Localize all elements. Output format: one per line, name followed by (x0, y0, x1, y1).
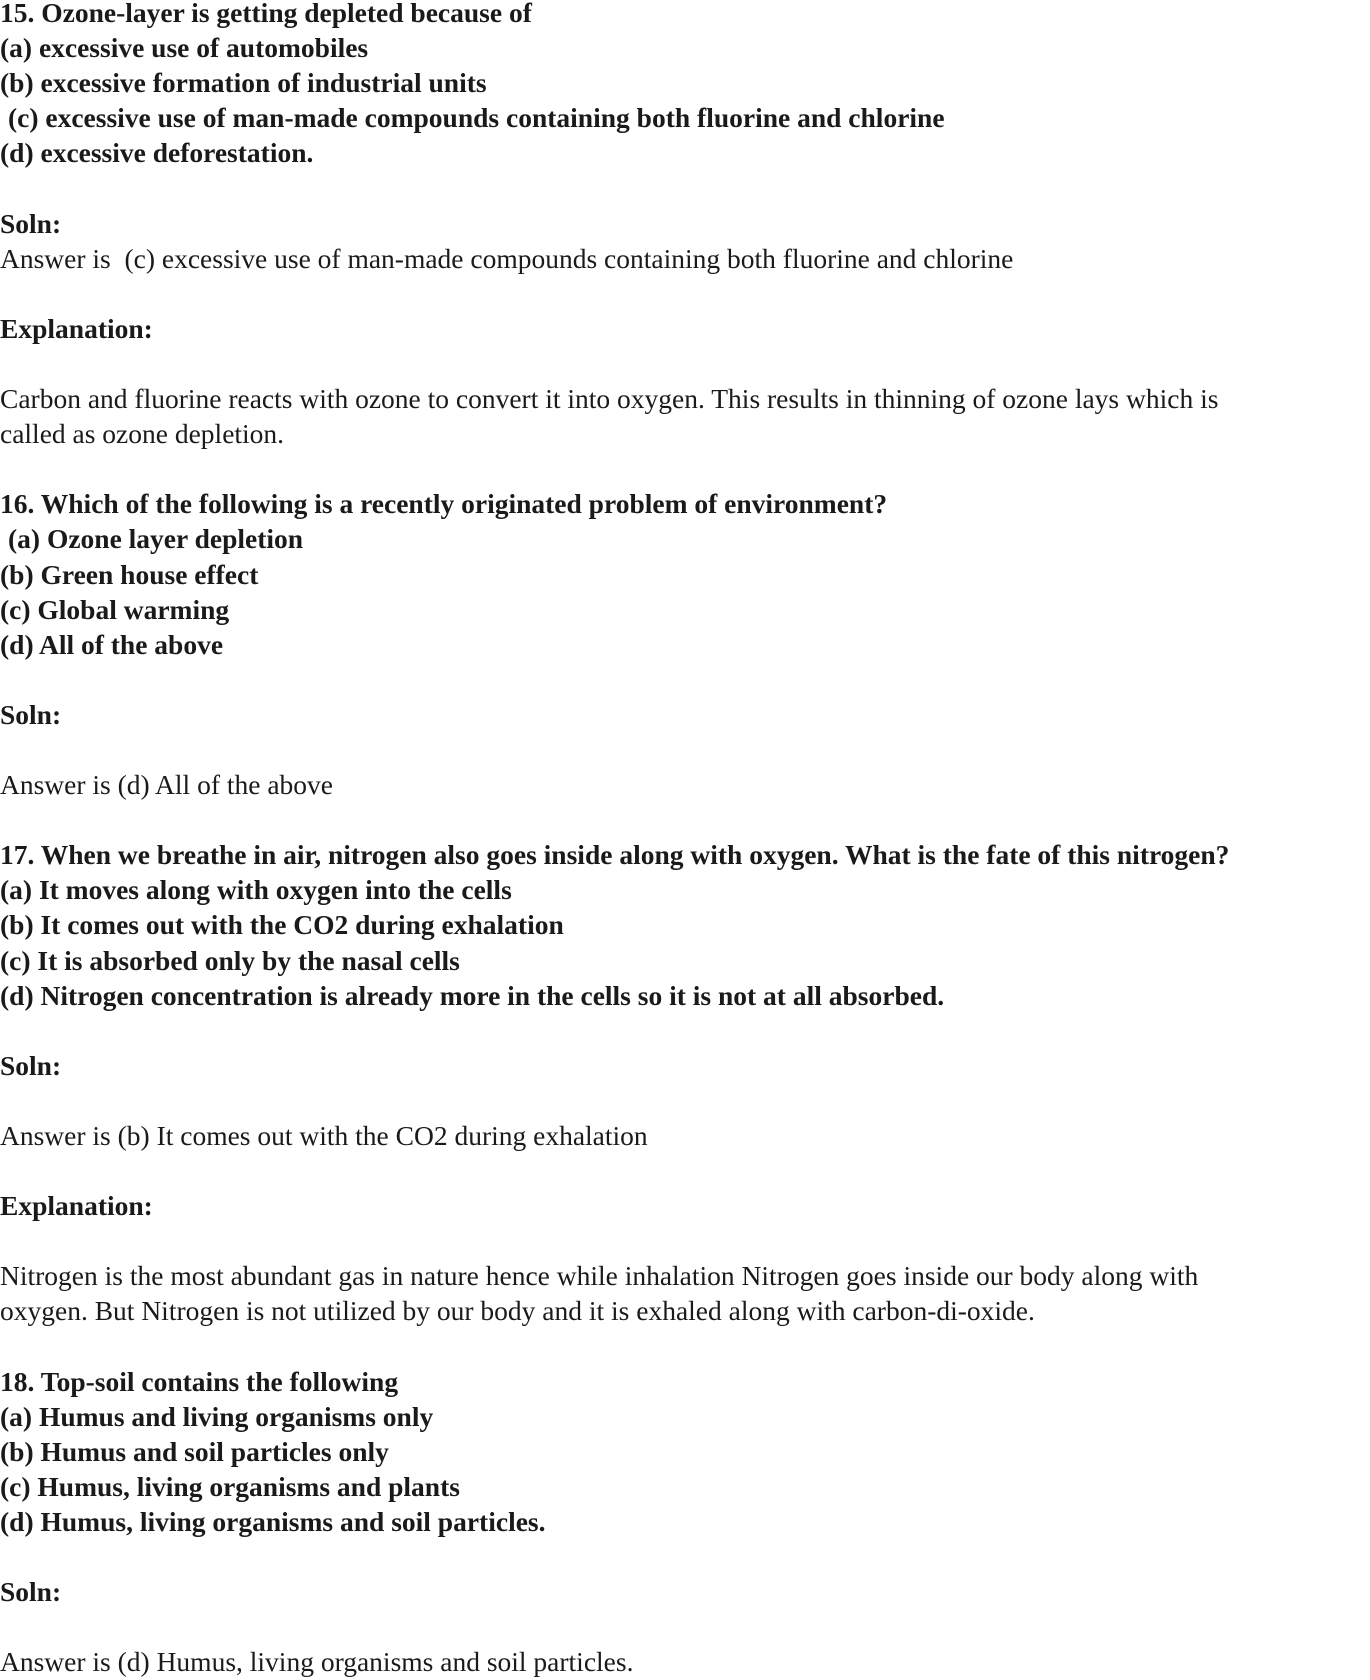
explanation-line: oxygen. But Nitrogen is not utilized by our body and it is exhaled along with carbon-di-oxide. (0, 1295, 1035, 1327)
option-b: (b) Green house effect (0, 558, 259, 590)
option-d: (d) Humus, living organisms and soil particles. (0, 1506, 546, 1538)
question-15: 15. Ozone-layer is getting depleted because of (0, 0, 532, 28)
option-d: (d) Nitrogen concentration is already more in the cells so it is not at all absorbed. (0, 979, 945, 1011)
soln-label: Soln: (0, 1576, 62, 1608)
option-b: (b) excessive formation of industrial units (0, 67, 487, 99)
option-d: (d) excessive deforestation. (0, 137, 314, 169)
explanation-line: Carbon and fluorine reacts with ozone to convert it into oxygen. This results in thinning of ozone lays which is (0, 383, 1219, 415)
question-18: 18. Top-soil contains the following (0, 1365, 399, 1397)
option-d: (d) All of the above (0, 628, 224, 660)
option-c: (c) Humus, living organisms and plants (0, 1470, 460, 1502)
soln-label: Soln: (0, 698, 62, 730)
explanation-label: Explanation: (0, 312, 153, 344)
explanation-line: Nitrogen is the most abundant gas in nature hence while inhalation Nitrogen goes inside our body along with (0, 1260, 1199, 1292)
option-a: (a) Ozone layer depletion (8, 523, 304, 555)
option-c: (c) Global warming (0, 593, 230, 625)
soln-label: Soln: (0, 207, 62, 239)
explanation-line: called as ozone depletion. (0, 418, 285, 450)
explanation-label: Explanation: (0, 1190, 153, 1222)
question-17: 17. When we breathe in air, nitrogen also goes inside along with oxygen. What is the fate of this nitrogen? (0, 839, 1230, 871)
option-c: (c) It is absorbed only by the nasal cells (0, 944, 460, 976)
answer: Answer is (b) It comes out with the CO2 during exhalation (0, 1120, 648, 1151)
answer: Answer is (d) Humus, living organisms and soil particles. (0, 1646, 634, 1678)
option-a: (a) excessive use of automobiles (0, 32, 369, 64)
question-16: 16. Which of the following is a recently originated problem of environment? (0, 488, 888, 520)
option-c: (c) excessive use of man-made compounds containing both fluorine and chlorine (8, 102, 945, 134)
option-b: (b) Humus and soil particles only (0, 1435, 389, 1467)
option-a: (a) It moves along with oxygen into the cells (0, 874, 512, 906)
answer: Answer is (d) All of the above (0, 769, 333, 801)
option-b: (b) It comes out with the CO2 during exhalation (0, 909, 564, 941)
answer: Answer is (c) excessive use of man-made compounds containing both fluorine and chlorine (0, 242, 1014, 274)
option-a: (a) Humus and living organisms only (0, 1400, 434, 1432)
soln-label: Soln: (0, 1049, 62, 1081)
